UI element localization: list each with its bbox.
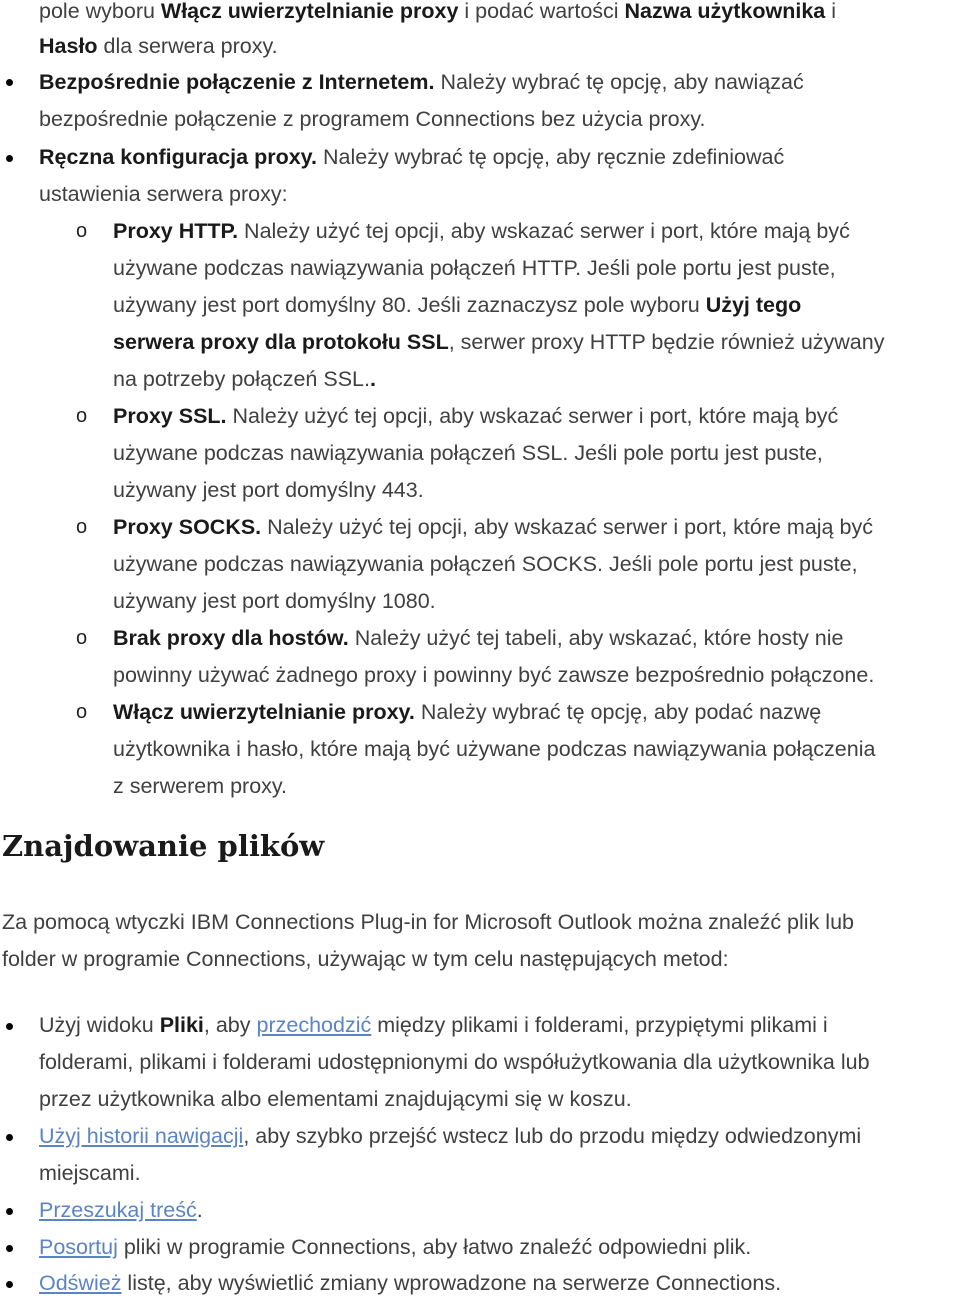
ui-term: Nazwa użytkownika [624, 0, 826, 23]
sub-bullet-icon: o [76, 627, 88, 649]
sub-item-http-cont [113, 287, 801, 324]
text: między plikami i folderami, przypiętymi plikami i [371, 1013, 828, 1037]
text: Należy wybrać tę opcję, aby ręcznie zdefiniować [317, 145, 785, 169]
text: i podać wartości [458, 0, 625, 23]
list-item-refresh [39, 1265, 781, 1302]
bullet-icon [6, 1281, 13, 1288]
text: używany jest port domyślny 443. [113, 478, 424, 502]
ui-term: Pliki [159, 1013, 204, 1037]
list-item-files [39, 1007, 828, 1044]
item-title: Bezpośrednie połączenie z Internetem. [39, 70, 435, 94]
sub-bullet-icon: o [76, 701, 88, 723]
text: Należy wybrać tę opcję, aby podać nazwę [414, 700, 822, 724]
list-item-manual [39, 139, 784, 176]
text: używany jest port domyślny 1080. [113, 589, 436, 613]
bullet-icon [6, 155, 13, 162]
search-content-link[interactable]: Przeszukaj treść [39, 1198, 197, 1222]
item-title: Proxy SSL. [113, 404, 227, 428]
sub-item-http-cont [113, 250, 836, 287]
sub-item-auth [113, 694, 821, 731]
sub-item-ssl-cont [113, 472, 424, 509]
text: użytkownika i hasło, które mają być używane podczas nawiązywania połączenia [113, 737, 876, 761]
list-item-files-cont [39, 1081, 632, 1118]
sub-item-http-cont [113, 324, 884, 361]
text: na potrzeby połączeń SSL. [113, 367, 370, 391]
bullet-icon [6, 1134, 13, 1141]
text: , aby [203, 1013, 257, 1037]
bullet-icon [6, 1245, 13, 1252]
bullet-icon [6, 1023, 13, 1030]
sub-bullet-icon: o [76, 220, 88, 242]
text: . [369, 367, 376, 391]
list-item-direct [39, 64, 804, 101]
text: Należy wybrać tę opcję, aby nawiązać [434, 70, 804, 94]
list-item-history [39, 1118, 861, 1155]
navigation-history-link[interactable]: Użyj historii nawigacji [39, 1124, 244, 1148]
text: . [196, 1198, 203, 1222]
list-item-search [39, 1192, 203, 1229]
text: listę, aby wyświetlić zmiany wprowadzone na serwerze Connections. [121, 1271, 782, 1295]
sub-item-auth-cont [113, 768, 287, 805]
sort-link[interactable]: Posortuj [39, 1235, 118, 1259]
ui-term: Włącz uwierzytelnianie proxy [160, 0, 459, 23]
sub-bullet-icon: o [76, 516, 88, 538]
sub-item-http [113, 213, 850, 250]
text: , aby szybko przejść wstecz lub do przodu między odwiedzonymi [243, 1124, 862, 1148]
text: Należy użyć tej opcji, aby wskazać serwer i port, które mają być [261, 515, 873, 539]
text: bezpośrednie połączenie z programem Connections bez użycia proxy. [39, 107, 706, 131]
sub-item-socks-cont [113, 546, 858, 583]
ui-term: Hasło [39, 34, 98, 58]
text: ustawienia serwera proxy: [39, 182, 288, 206]
text: przez użytkownika albo elementami znajdującymi się w koszu. [39, 1087, 632, 1111]
item-title: Proxy SOCKS. [113, 515, 262, 539]
text: Należy użyć tej opcji, aby wskazać serwer i port, które mają być [226, 404, 839, 428]
sub-item-noproxy-cont [113, 657, 874, 694]
text: dla serwera proxy. [97, 34, 278, 58]
continuation-line [39, 28, 278, 65]
bullet-icon [6, 79, 13, 86]
continuation-line [39, 0, 836, 30]
list-item-sort [39, 1229, 751, 1266]
navigate-link[interactable]: przechodzić [256, 1013, 372, 1037]
text: , serwer proxy HTTP będzie również używany [448, 330, 885, 354]
text: Użyj widoku [39, 1013, 160, 1037]
text: Za pomocą wtyczki IBM Connections Plug-in for Microsoft Outlook można znaleźć plik lub [2, 910, 854, 934]
list-item-manual-cont [39, 176, 288, 213]
item-title: Włącz uwierzytelnianie proxy. [113, 700, 415, 724]
text: pole wyboru [39, 0, 161, 23]
ui-term: Użyj tego [705, 293, 802, 317]
text: z serwerem proxy. [113, 774, 288, 798]
item-title: Brak proxy dla hostów. [113, 626, 349, 650]
item-title: Ręczna konfiguracja proxy. [39, 145, 317, 169]
sub-item-ssl-cont [113, 435, 823, 472]
list-item-history-cont [39, 1155, 141, 1192]
text: Należy użyć tej tabeli, aby wskazać, które hosty nie [348, 626, 844, 650]
sub-item-noproxy [113, 620, 844, 657]
text: miejscami. [39, 1161, 141, 1185]
sub-item-socks-cont [113, 583, 436, 620]
text: folder w programie Connections, używając w tym celu następujących metod: [2, 947, 729, 971]
refresh-link[interactable]: Odśwież [39, 1271, 122, 1295]
sub-bullet-icon: o [76, 405, 88, 427]
sub-item-ssl [113, 398, 838, 435]
text: pliki w programie Connections, aby łatwo znaleźć odpowiedni plik. [117, 1235, 752, 1259]
text: używane podczas nawiązywania połączeń SSL. Jeśli pole portu jest puste, [113, 441, 823, 465]
text: używane podczas nawiązywania połączeń SOCKS. Jeśli pole portu jest puste, [113, 552, 858, 576]
sub-item-http-cont [113, 361, 376, 398]
ui-term: serwera proxy dla protokołu SSL [113, 330, 449, 354]
sub-item-auth-cont [113, 731, 875, 768]
text: używany jest port domyślny 80. Jeśli zaznaczysz pole wyboru [113, 293, 706, 317]
intro-paragraph [2, 904, 854, 941]
text: używane podczas nawiązywania połączeń HTTP. Jeśli pole portu jest puste, [113, 256, 836, 280]
text: folderami, plikami i folderami udostępnionymi do współużytkowania dla użytkownika lub [39, 1050, 870, 1074]
list-item-files-cont [39, 1044, 870, 1081]
text: i [825, 0, 837, 23]
list-item-direct-cont [39, 101, 705, 138]
sub-item-socks [113, 509, 873, 546]
section-heading: Znajdowanie plików [2, 829, 325, 863]
text: Należy użyć tej opcji, aby wskazać serwer i port, które mają być [238, 219, 850, 243]
item-title: Proxy HTTP. [113, 219, 239, 243]
intro-paragraph-cont [2, 941, 729, 978]
text: powinny używać żadnego proxy i powinny być zawsze bezpośrednio połączone. [113, 663, 875, 687]
bullet-icon [6, 1208, 13, 1215]
